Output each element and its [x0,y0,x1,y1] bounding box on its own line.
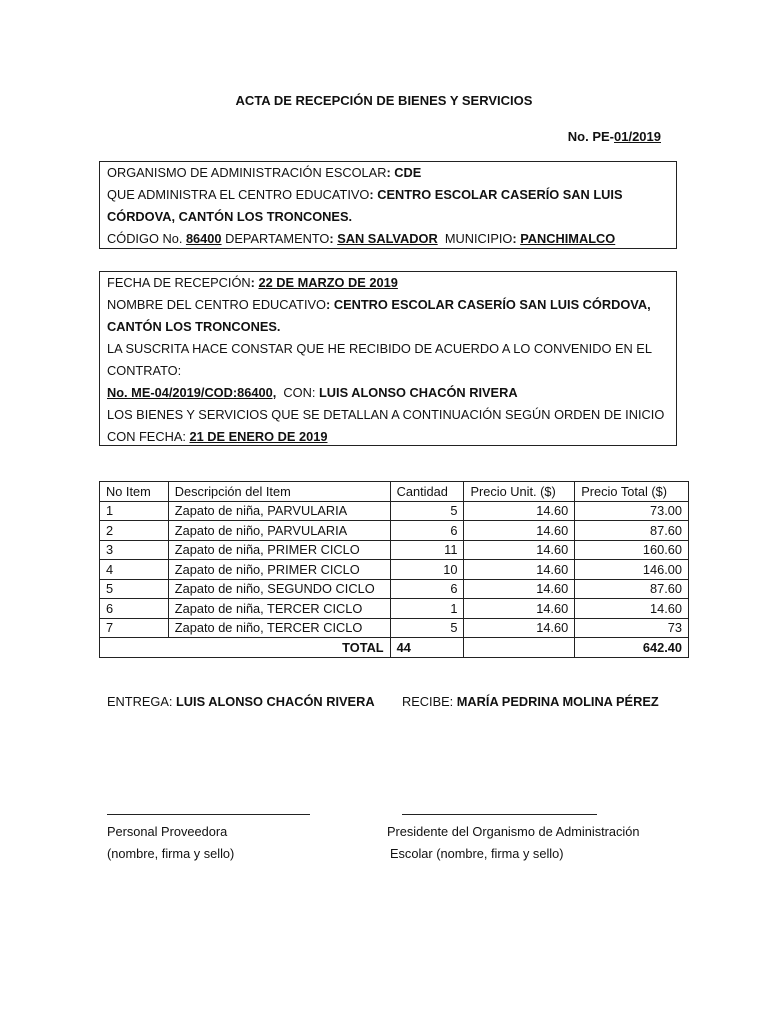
contract-number: No. ME-04/2019/COD:86400, [107,385,277,400]
cell-quantity: 5 [390,618,464,638]
cell-no: 4 [100,560,169,580]
dept-value: SAN SALVADOR [337,231,438,246]
cell-quantity: 1 [390,599,464,619]
header-unit-price: Precio Unit. ($) [464,482,575,502]
reception-info-box [99,271,677,446]
admin-value-line-2: CÓRDOVA, CANTÓN LOS TRONCONES. [107,209,353,224]
cell-total-price: 73 [575,618,689,638]
detail-date-label: CON FECHA: [107,429,186,444]
header-total-price: Precio Total ($) [575,482,689,502]
cell-unit-price: 14.60 [464,579,575,599]
cell-description: Zapato de niño, PARVULARIA [168,521,390,541]
total-label: TOTAL [100,638,391,658]
table-row [100,540,689,560]
total-quantity: 44 [390,638,464,658]
header-quantity: Cantidad [390,482,464,502]
admin-value-line-1: CENTRO ESCOLAR CASERÍO SAN LUIS [377,187,623,202]
code-value: 86400 [185,231,222,246]
cell-quantity: 5 [390,501,464,521]
table-row [100,501,689,521]
entrega-name: LUIS ALONSO CHACÓN RIVERA [175,694,375,709]
cell-description: Zapato de niño, SEGUNDO CICLO [168,579,390,599]
left-signature-caption [107,821,234,865]
left-signature-line [107,814,310,815]
cell-no: 2 [100,521,169,541]
header-description: Descripción del Item [168,482,390,502]
right-signature-caption-line-2: Escolar (nombre, firma y sello) [390,846,564,861]
detail-date-line [107,426,676,448]
code-label: CÓDIGO No. [107,231,183,246]
cell-description: Zapato de niña, TERCER CICLO [168,599,390,619]
con-label: CON: [283,385,316,400]
cell-no: 7 [100,618,169,638]
dept-label: DEPARTAMENTO [225,231,330,246]
recibe-line [402,694,659,709]
cell-description: Zapato de niño, PRIMER CICLO [168,560,390,580]
table-row [100,560,689,580]
total-amount: 642.40 [575,638,689,658]
statement-line-2: CONTRATO: [107,363,182,378]
admin-label: QUE ADMINISTRA EL CENTRO EDUCATIVO [107,187,370,202]
cell-unit-price: 14.60 [464,599,575,619]
detail-line: LOS BIENES Y SERVICIOS QUE SE DETALLAN A CONTINUACIÓN SEGÚN ORDEN DE INICIO [107,407,665,422]
document-number [568,129,661,144]
right-signature-line [402,814,597,815]
contract-line [107,382,676,404]
cell-unit-price: 14.60 [464,618,575,638]
cell-quantity: 10 [390,560,464,580]
code-line: CÓDIGO No. 86400 DEPARTAMENTO: SAN SALVADOR MUNICIPIO: PANCHIMALCO [107,231,616,246]
admin-line: QUE ADMINISTRA EL CENTRO EDUCATIVO: CENTRO ESCOLAR CASERÍO SAN LUIS [107,187,623,202]
cell-total-price: 160.60 [575,540,689,560]
document-number-value: 01/2019 [614,129,661,144]
entrega-line [107,694,375,709]
cell-description: Zapato de niña, PRIMER CICLO [168,540,390,560]
cell-total-price: 146.00 [575,560,689,580]
table-row [100,599,689,619]
org-value: CDE [394,165,422,180]
mun-value: PANCHIMALCO [520,231,616,246]
entrega-label: ENTREGA: [107,694,173,709]
date-label: FECHA DE RECEPCIÓN [107,275,251,290]
cell-no: 3 [100,540,169,560]
cell-no: 5 [100,579,169,599]
right-signature-caption [387,821,640,865]
table-row [100,618,689,638]
date-line: FECHA DE RECEPCIÓN: 22 DE MARZO DE 2019 [107,275,398,290]
cell-total-price: 14.60 [575,599,689,619]
left-signature-caption-line-2: (nombre, firma y sello) [107,846,235,861]
org-line: ORGANISMO DE ADMINISTRACIÓN ESCOLAR: CDE [107,165,422,180]
cell-description: Zapato de niña, PARVULARIA [168,501,390,521]
table-row [100,521,689,541]
cell-unit-price: 14.60 [464,540,575,560]
cell-no: 1 [100,501,169,521]
school-value-line-2: CANTÓN LOS TRONCONES. [107,319,281,334]
cell-total-price: 87.60 [575,579,689,599]
table-total-row [100,638,689,658]
supplier-name: LUIS ALONSO CHACÓN RIVERA [318,385,518,400]
recibe-name: MARÍA PEDRINA MOLINA PÉREZ [456,694,659,709]
right-signature-caption-line-1: Presidente del Organismo de Administración [387,824,640,839]
mun-label: MUNICIPIO [444,231,513,246]
cell-unit-price: 14.60 [464,501,575,521]
cell-unit-price: 14.60 [464,560,575,580]
header-no-item: No Item [100,482,169,502]
school-label: NOMBRE DEL CENTRO EDUCATIVO [107,297,326,312]
cell-quantity: 11 [390,540,464,560]
cell-unit-price: 14.60 [464,521,575,541]
recibe-label: RECIBE: [402,694,454,709]
statement-line-1: LA SUSCRITA HACE CONSTAR QUE HE RECIBIDO DE ACUERDO A LO CONVENIDO EN EL [107,341,652,356]
cell-description: Zapato de niño, TERCER CICLO [168,618,390,638]
school-value-line-1: CENTRO ESCOLAR CASERÍO SAN LUIS CÓRDOVA, [333,297,651,312]
school-info-box [99,161,677,249]
document-number-prefix: No. PE- [567,129,614,144]
org-label: ORGANISMO DE ADMINISTRACIÓN ESCOLAR [107,165,387,180]
document-title: ACTA DE RECEPCIÓN DE BIENES Y SERVICIOS [235,93,533,108]
items-table [99,481,689,658]
left-signature-caption-line-1: Personal Proveedora [107,824,228,839]
total-empty-cell [464,638,575,658]
table-row [100,579,689,599]
cell-quantity: 6 [390,521,464,541]
cell-no: 6 [100,599,169,619]
school-line: NOMBRE DEL CENTRO EDUCATIVO: CENTRO ESCOLAR CASERÍO SAN LUIS CÓRDOVA, [107,297,651,312]
table-header-row [100,482,689,502]
detail-date-value: 21 DE ENERO DE 2019 [189,429,328,444]
date-value: 22 DE MARZO DE 2019 [258,275,398,290]
cell-total-price: 87.60 [575,521,689,541]
cell-total-price: 73.00 [575,501,689,521]
cell-quantity: 6 [390,579,464,599]
